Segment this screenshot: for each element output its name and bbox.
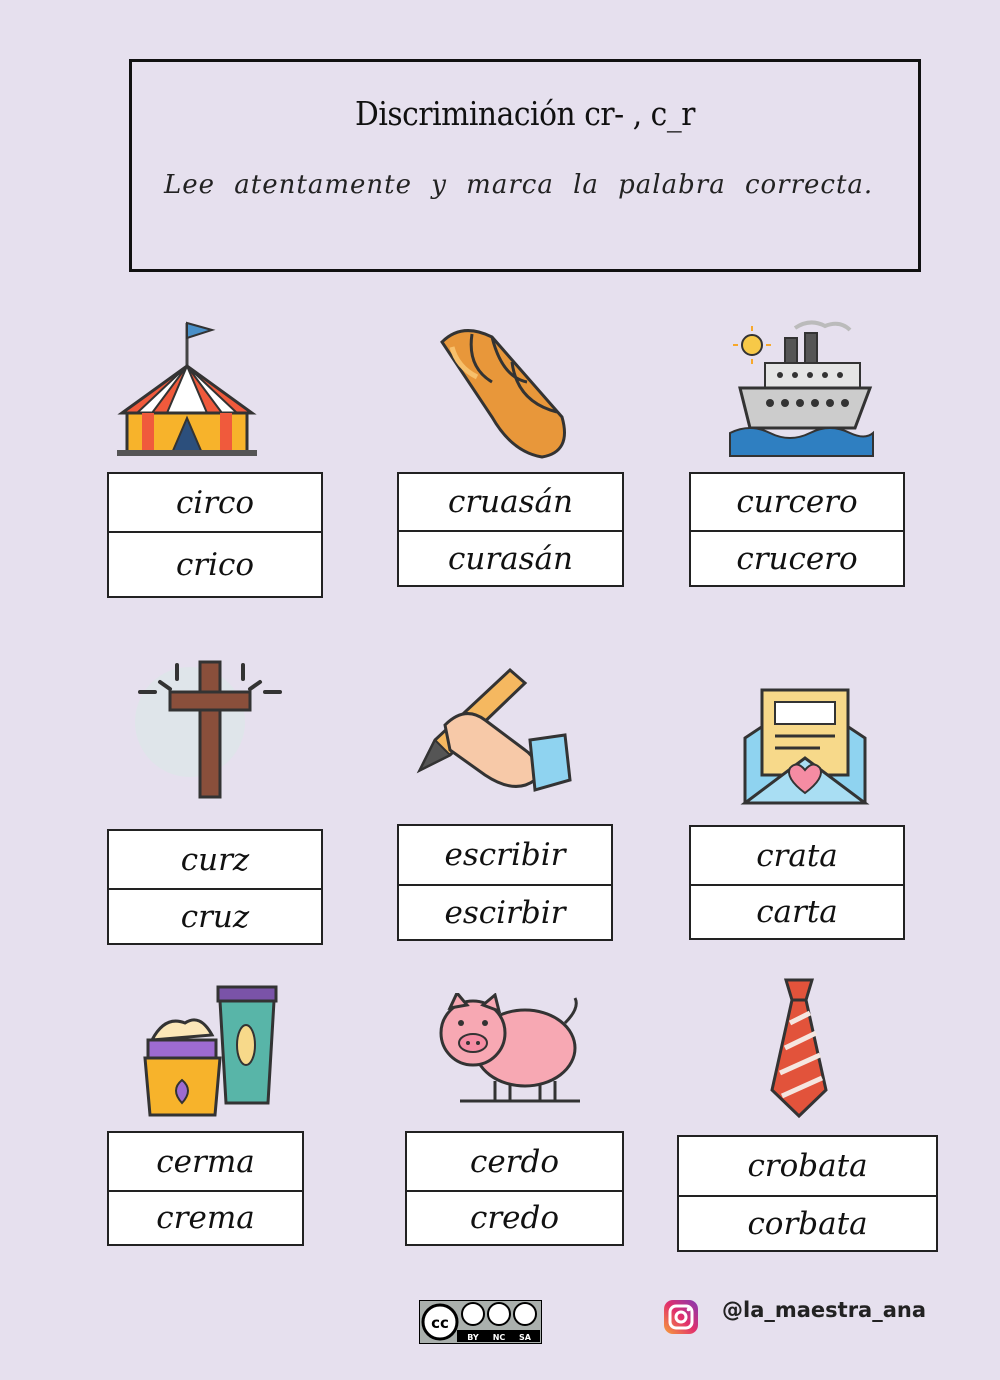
option-word[interactable]: cerma (156, 1143, 255, 1180)
license-sa: SA (519, 1333, 531, 1342)
option-word[interactable]: circo (175, 484, 255, 521)
option-word[interactable]: curz (180, 841, 250, 878)
instagram-icon[interactable] (662, 1298, 700, 1336)
options-card-6 (689, 825, 905, 940)
circus-tent-icon (112, 318, 262, 463)
creative-commons-badge (419, 1300, 542, 1344)
instagram-handle[interactable]: @la_maestra_ana (722, 1298, 927, 1322)
header-box (129, 59, 921, 272)
options-card-4 (107, 829, 323, 945)
options-card-5 (397, 824, 613, 941)
option-word[interactable]: carta (691, 884, 903, 938)
option-word[interactable]: cerdo (469, 1143, 560, 1180)
pig-icon (435, 993, 585, 1105)
options-card-9 (677, 1135, 938, 1252)
croissant-icon (432, 322, 572, 462)
instructions: Lee atentamente y marca la palabra correcta. (164, 170, 874, 200)
license-by: BY (467, 1333, 479, 1342)
options-card-3 (689, 472, 905, 587)
necktie-icon (768, 978, 830, 1120)
cruise-ship-icon (725, 318, 875, 460)
option-word[interactable]: crucero (691, 530, 903, 585)
option-word[interactable]: crobata (747, 1148, 868, 1184)
option-word[interactable]: crema (109, 1190, 302, 1244)
license-nc: NC (492, 1333, 506, 1342)
letter-envelope-icon (740, 688, 870, 810)
option-word[interactable]: curcero (736, 484, 858, 520)
page-title: Discriminación cr- , c_r (354, 94, 696, 133)
option-word[interactable]: crata (756, 837, 838, 874)
cream-jar-icon (140, 985, 280, 1120)
option-word[interactable]: crico (109, 531, 321, 596)
option-word[interactable]: escribir (444, 837, 566, 873)
option-word[interactable]: corbata (679, 1195, 936, 1250)
option-word[interactable]: credo (407, 1190, 622, 1244)
option-word[interactable]: cruz (109, 888, 321, 943)
svg-text:cc: cc (431, 1314, 449, 1332)
cross-icon (135, 657, 285, 802)
writing-hand-icon (415, 665, 575, 805)
option-word[interactable]: cruasán (448, 484, 573, 520)
option-word[interactable]: curasán (399, 530, 622, 585)
options-card-1 (107, 472, 323, 598)
options-card-2 (397, 472, 624, 587)
option-word[interactable]: escirbir (399, 884, 611, 939)
options-card-7 (107, 1131, 304, 1246)
options-card-8 (405, 1131, 624, 1246)
